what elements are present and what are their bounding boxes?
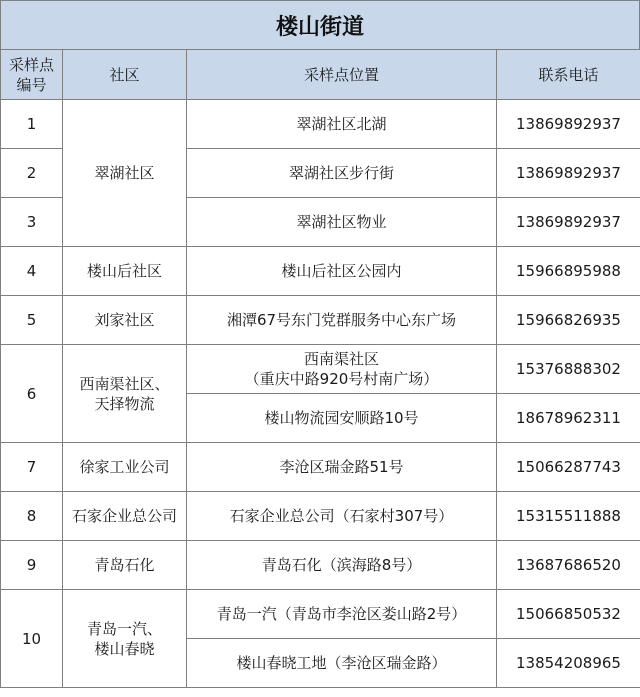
- cell-id: 6: [1, 345, 63, 443]
- table-row: [1, 492, 640, 541]
- table-row: [1, 296, 640, 345]
- cell-community: [63, 590, 187, 688]
- cell-phone: 15315511888: [497, 492, 640, 541]
- cell-location: 青岛一汽（青岛市李沧区娄山路2号）: [187, 590, 497, 639]
- cell-phone: 15066287743: [497, 443, 640, 492]
- cell-id: 1: [1, 100, 63, 149]
- cell-id: 7: [1, 443, 63, 492]
- cell-phone: 15066850532: [497, 590, 640, 639]
- cell-phone: 13687686520: [497, 541, 640, 590]
- table-row: [1, 590, 640, 639]
- sampling-sites-table: [0, 49, 640, 688]
- cell-location-line2: （重庆中路920号村南广场）: [244, 370, 439, 388]
- header-id-line1: 采样点: [8, 55, 54, 74]
- table-row: [1, 541, 640, 590]
- cell-phone: 13854208965: [497, 639, 640, 688]
- header-location: 采样点位置: [187, 50, 497, 100]
- table-row: [1, 247, 640, 296]
- cell-community: 徐家工业公司: [63, 443, 187, 492]
- cell-location: 楼山后社区公园内: [187, 247, 497, 296]
- header-phone: 联系电话: [497, 50, 640, 100]
- header-id: [1, 50, 63, 100]
- cell-phone: 18678962311: [497, 394, 640, 443]
- cell-location: [187, 345, 497, 394]
- cell-location: 翠湖社区北湖: [187, 100, 497, 149]
- cell-location: 李沧区瑞金路51号: [187, 443, 497, 492]
- sheet-title: 楼山街道: [0, 0, 640, 50]
- cell-community-line1: 西南渠社区、: [79, 374, 170, 393]
- cell-phone: 15966895988: [497, 247, 640, 296]
- cell-id: 3: [1, 198, 63, 247]
- cell-community-line2: 楼山春晓: [94, 639, 155, 658]
- cell-phone: 13869892937: [497, 149, 640, 198]
- cell-location-line1: 西南渠社区: [303, 350, 379, 368]
- cell-community: 刘家社区: [63, 296, 187, 345]
- cell-id: 4: [1, 247, 63, 296]
- cell-location: 湘潭67号东门党群服务中心东广场: [187, 296, 497, 345]
- cell-location: 楼山物流园安顺路10号: [187, 394, 497, 443]
- cell-location: 石家企业总公司（石家村307号）: [187, 492, 497, 541]
- cell-community: 楼山后社区: [63, 247, 187, 296]
- header-id-line2: 编号: [16, 75, 47, 94]
- cell-community: 青岛石化: [63, 541, 187, 590]
- cell-id: 9: [1, 541, 63, 590]
- cell-community: [63, 345, 187, 443]
- cell-location: 楼山春晓工地（李沧区瑞金路）: [187, 639, 497, 688]
- cell-location: 青岛石化（滨海路8号）: [187, 541, 497, 590]
- table-row: [1, 100, 640, 149]
- cell-id: 2: [1, 149, 63, 198]
- cell-id: 8: [1, 492, 63, 541]
- header-community: 社区: [63, 50, 187, 100]
- cell-location: 翠湖社区步行街: [187, 149, 497, 198]
- cell-phone: 15966826935: [497, 296, 640, 345]
- cell-id: 5: [1, 296, 63, 345]
- table-row: [1, 345, 640, 394]
- cell-community-line1: 青岛一汽、: [86, 619, 162, 638]
- cell-community: 翠湖社区: [63, 100, 187, 247]
- cell-location: 翠湖社区物业: [187, 198, 497, 247]
- cell-community-line2: 天择物流: [94, 394, 155, 413]
- cell-community: 石家企业总公司: [63, 492, 187, 541]
- table-row: [1, 443, 640, 492]
- cell-phone: 13869892937: [497, 198, 640, 247]
- cell-phone: 13869892937: [497, 100, 640, 149]
- cell-phone: 15376888302: [497, 345, 640, 394]
- cell-id: 10: [1, 590, 63, 688]
- table-header-row: [1, 50, 640, 100]
